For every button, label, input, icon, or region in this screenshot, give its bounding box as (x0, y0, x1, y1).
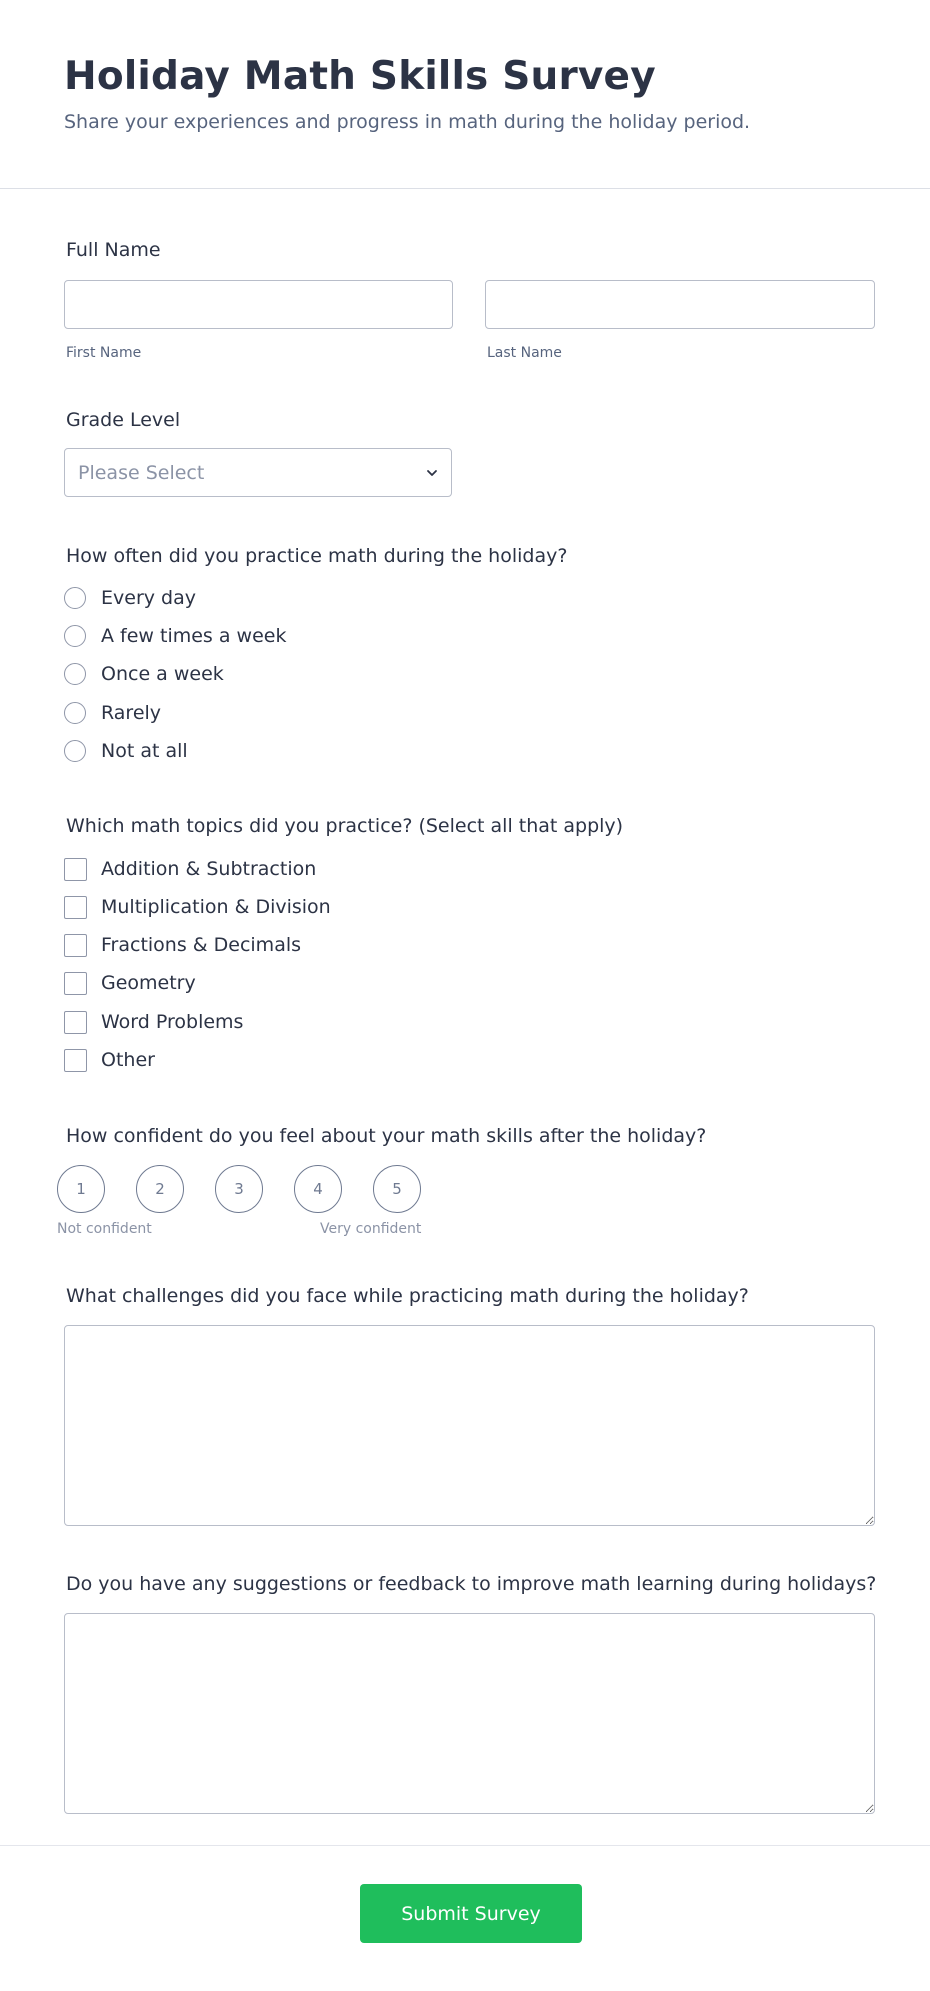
challenges-label: What challenges did you face while practicing math during the holiday? (66, 1285, 749, 1307)
checkbox-option[interactable] (64, 1046, 564, 1076)
radio-option-label: Rarely (101, 702, 162, 724)
scale-option-4[interactable]: 4 (294, 1165, 342, 1213)
scale-option-5[interactable]: 5 (373, 1165, 421, 1213)
radio-option[interactable] (64, 699, 564, 729)
radio-button[interactable] (64, 740, 86, 762)
radio-option[interactable] (64, 737, 564, 767)
grade-level-select[interactable] (64, 448, 452, 497)
scale-low-caption: Not confident (57, 1221, 152, 1237)
grade-level-label: Grade Level (66, 409, 181, 431)
footer-divider (0, 1845, 930, 1846)
radio-option-label: Once a week (101, 663, 224, 685)
radio-option-label: Not at all (101, 740, 188, 762)
first-name-sublabel: First Name (66, 345, 142, 361)
scale-high-caption: Very confident (320, 1221, 422, 1237)
checkbox[interactable] (64, 1011, 87, 1034)
checkbox-option[interactable] (64, 855, 564, 885)
checkbox[interactable] (64, 858, 87, 881)
checkbox-option[interactable] (64, 969, 564, 999)
first-name-input[interactable] (64, 280, 453, 329)
submit-survey-button[interactable]: Submit Survey (360, 1884, 582, 1943)
checkbox[interactable] (64, 934, 87, 957)
radio-option[interactable] (64, 660, 564, 690)
scale-option-1[interactable]: 1 (57, 1165, 105, 1213)
radio-button[interactable] (64, 663, 86, 685)
confidence-label: How confident do you feel about your math skills after the holiday? (66, 1125, 707, 1147)
topics-label: Which math topics did you practice? (Select all that apply) (66, 815, 624, 837)
page-subtitle: Share your experiences and progress in math during the holiday period. (64, 111, 751, 133)
checkbox-option-label: Addition & Subtraction (101, 858, 317, 880)
grade-level-selected-value: Please Select (78, 462, 205, 484)
checkbox-option[interactable] (64, 1008, 564, 1038)
form-header (0, 0, 930, 189)
chevron-down-icon (425, 466, 439, 480)
suggestions-label: Do you have any suggestions or feedback to improve math learning during holidays? (66, 1573, 877, 1595)
page-title: Holiday Math Skills Survey (64, 54, 656, 99)
radio-option-label: Every day (101, 587, 196, 609)
checkbox[interactable] (64, 972, 87, 995)
scale-option-3[interactable]: 3 (215, 1165, 263, 1213)
last-name-sublabel: Last Name (487, 345, 562, 361)
full-name-label: Full Name (66, 239, 161, 261)
checkbox-option[interactable] (64, 893, 564, 923)
radio-button[interactable] (64, 702, 86, 724)
practice-frequency-label: How often did you practice math during the holiday? (66, 545, 568, 567)
challenges-textarea[interactable] (64, 1325, 875, 1526)
checkbox[interactable] (64, 1049, 87, 1072)
scale-option-2[interactable]: 2 (136, 1165, 184, 1213)
checkbox-option-label: Word Problems (101, 1011, 244, 1033)
radio-button[interactable] (64, 625, 86, 647)
checkbox-option-label: Multiplication & Division (101, 896, 331, 918)
radio-option-label: A few times a week (101, 625, 287, 647)
suggestions-textarea[interactable] (64, 1613, 875, 1814)
checkbox[interactable] (64, 896, 87, 919)
checkbox-option[interactable] (64, 931, 564, 961)
radio-button[interactable] (64, 587, 86, 609)
checkbox-option-label: Other (101, 1049, 155, 1071)
checkbox-option-label: Geometry (101, 972, 196, 994)
radio-option[interactable] (64, 584, 564, 614)
checkbox-option-label: Fractions & Decimals (101, 934, 302, 956)
last-name-input[interactable] (485, 280, 875, 329)
radio-option[interactable] (64, 622, 564, 652)
